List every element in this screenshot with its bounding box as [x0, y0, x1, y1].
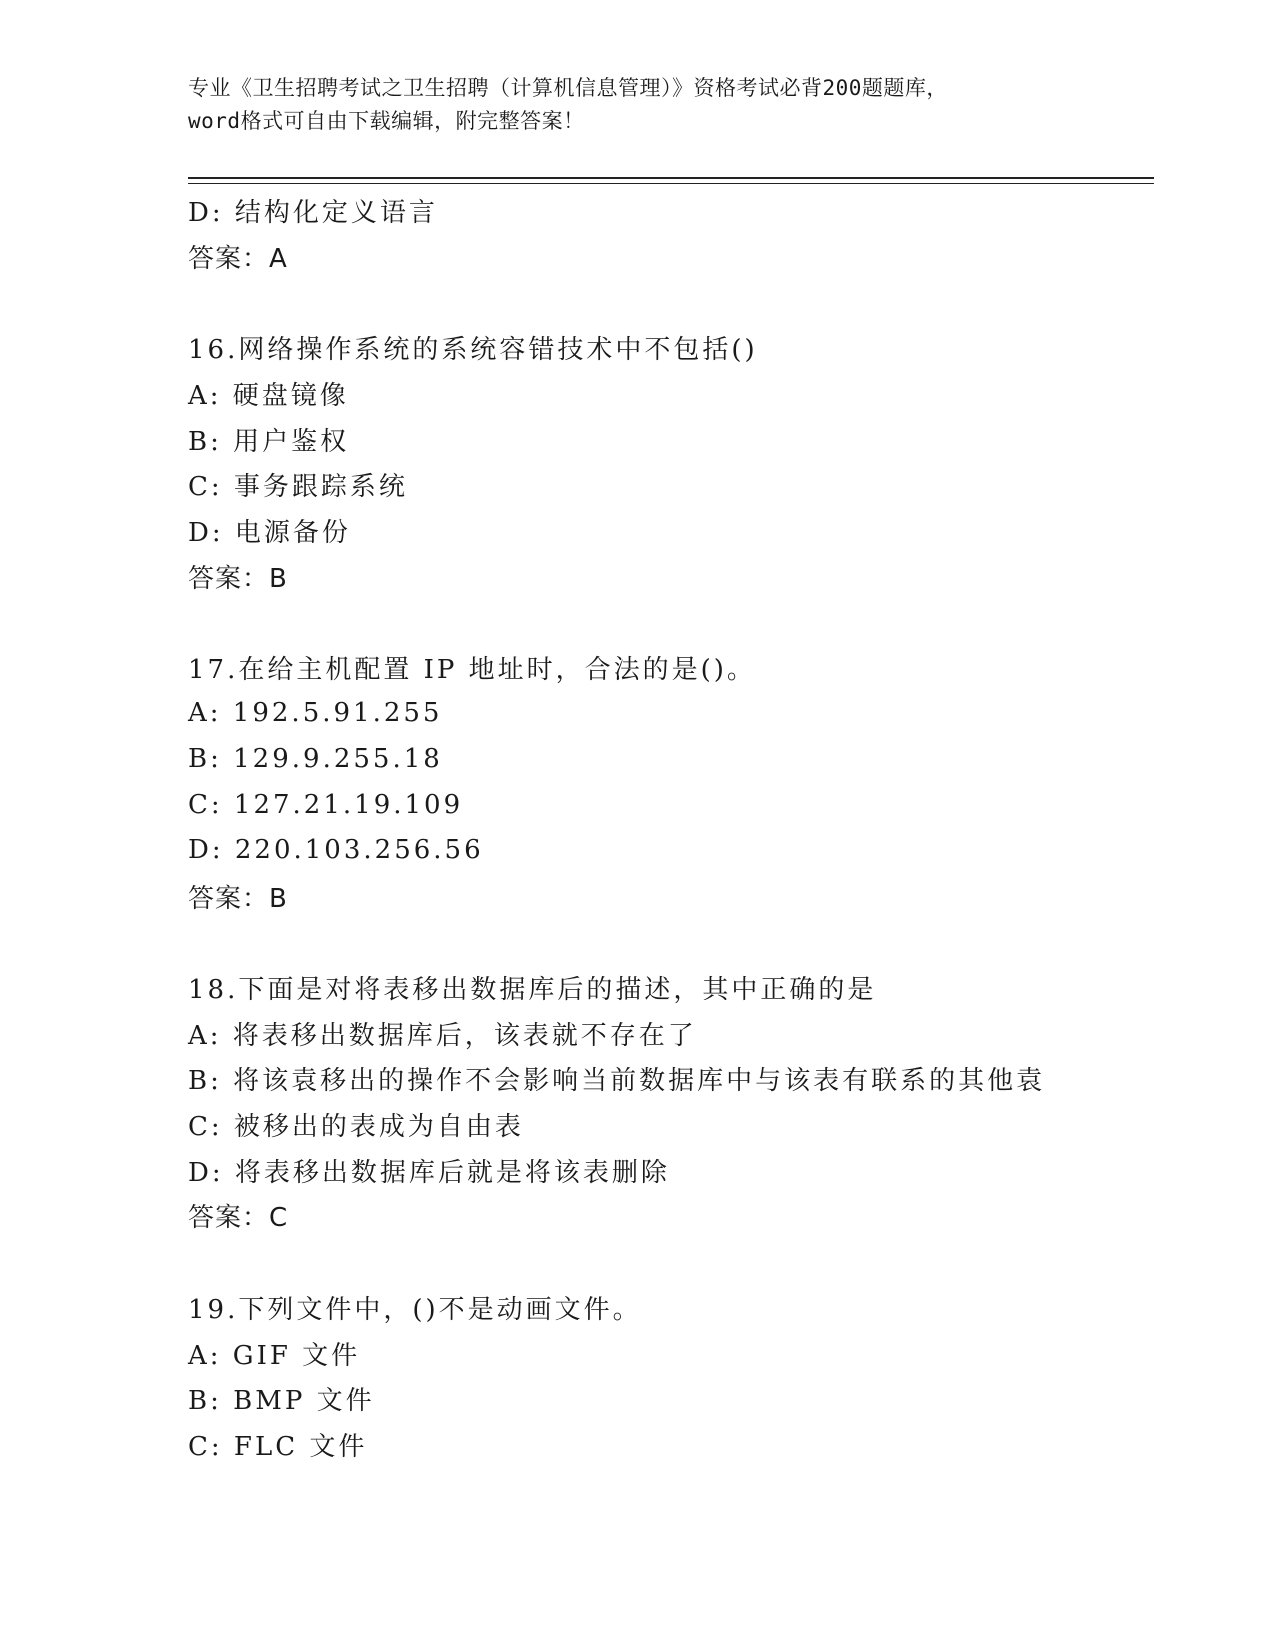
option-line: B: 用户鉴权 — [188, 426, 350, 457]
option-line: D: 电源备份 — [188, 518, 351, 549]
option-line: B: 129.9.255.18 — [188, 744, 443, 775]
answer-line: 答案：B — [188, 883, 288, 914]
header-divider-top — [188, 177, 1154, 179]
header-line-1: 专业《卫生招聘考试之卫生招聘（计算机信息管理）》资格考试必背200题题库， — [188, 76, 948, 100]
question-16: 16.网络操作系统的系统容错技术中不包括() — [188, 335, 758, 366]
answer-line: 答案：A — [188, 244, 288, 275]
option-line: D: 将表移出数据库后就是将该表删除 — [188, 1157, 670, 1188]
option-line: D: 结构化定义语言 — [188, 198, 438, 229]
question-18: 18.下面是对将表移出数据库后的描述，其中正确的是 — [188, 975, 877, 1006]
option-line: B: BMP 文件 — [188, 1386, 375, 1417]
spacer — [188, 279, 1148, 325]
question-19: 19.下列文件中，()不是动画文件。 — [188, 1294, 642, 1325]
question-list — [188, 188, 1148, 1467]
option-line: C: FLC 文件 — [188, 1431, 368, 1462]
answer-line: 答案：B — [188, 563, 288, 594]
option-line: B: 将该袁移出的操作不会影响当前数据库中与该表有联系的其他袁 — [188, 1066, 1046, 1097]
option-line: C: 事务跟踪系统 — [188, 472, 408, 503]
option-line: D: 220.103.256.56 — [188, 835, 484, 866]
question-17: 17.在给主机配置 IP 地址时，合法的是()。 — [188, 655, 756, 686]
header-divider-bottom — [188, 183, 1154, 184]
spacer — [188, 599, 1148, 645]
header-line-2: word格式可自由下载编辑，附完整答案！ — [188, 109, 585, 133]
option-line: A: 将表移出数据库后，该表就不存在了 — [188, 1020, 697, 1051]
option-line: C: 127.21.19.109 — [188, 789, 464, 820]
option-line: A: 硬盘镜像 — [188, 381, 349, 412]
answer-line: 答案：C — [188, 1203, 289, 1234]
spacer — [188, 919, 1148, 965]
option-line: A: GIF 文件 — [188, 1340, 361, 1371]
document-header — [188, 72, 1148, 138]
option-line: C: 被移出的表成为自由表 — [188, 1112, 524, 1143]
option-line: A: 192.5.91.255 — [188, 698, 443, 729]
spacer — [188, 1239, 1148, 1285]
